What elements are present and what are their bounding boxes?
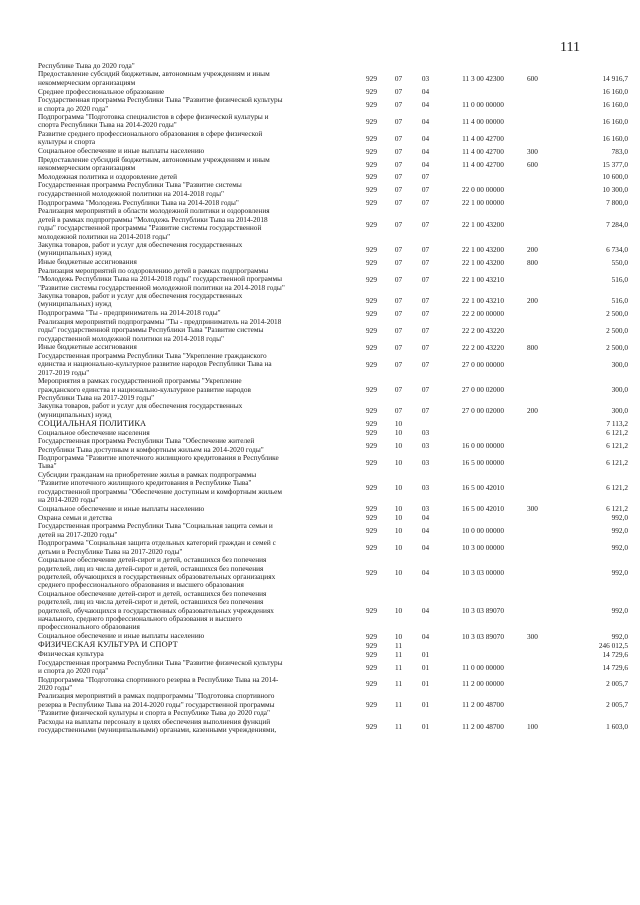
row-ministry-code: 929 [366, 257, 377, 267]
row-section-code: 07 [394, 219, 403, 229]
row-sum: 246 012,5 [598, 640, 628, 650]
row-ministry-code: 929 [366, 116, 377, 126]
table-row [38, 258, 628, 267]
row-sum: 300,0 [611, 406, 628, 416]
row-target-code: 22 1 00 43210 [462, 274, 504, 284]
row-sum: 992,0 [611, 606, 628, 616]
row-section-code: 07 [394, 308, 403, 318]
row-name: Социальное обеспечение детей-сирот и детей, оставшихся без попечения родителей, лиц из числа детей-сирот и детей, оставшихся без попечения родителей, обучающихся в государственных образовательных организациях среднего профессионального образования и высшего образования [38, 556, 276, 590]
row-section-code: 07 [394, 116, 403, 126]
table-row [38, 309, 628, 318]
row-section-code: 11 [394, 640, 403, 650]
table-row [38, 650, 628, 659]
row-section-code: 07 [394, 385, 403, 395]
row-expense-type: 800 [527, 257, 538, 267]
table-row [38, 113, 628, 130]
row-target-code: 10 3 03 89070 [462, 606, 504, 616]
row-expense-type: 300 [527, 504, 538, 514]
row-expense-type: 300 [527, 631, 538, 641]
table-row [38, 437, 628, 454]
row-target-code: 22 2 00 00000 [462, 308, 504, 318]
row-ministry-code: 929 [366, 700, 377, 710]
row-name: Подпрограмма "Развитие ипотечного жилищного кредитования в Республике Тыва" [38, 454, 279, 471]
table-row [38, 96, 628, 113]
table-row [38, 198, 628, 207]
row-section-code: 10 [394, 428, 403, 438]
row-section-code: 07 [394, 325, 403, 335]
row-ministry-code: 929 [366, 419, 377, 429]
section-row [38, 419, 628, 428]
row-subsection-code: 03 [421, 74, 430, 84]
row-subsection-code: 01 [421, 721, 430, 731]
row-ministry-code: 929 [366, 504, 377, 514]
row-subsection-code: 07 [421, 198, 430, 208]
row-section-code: 07 [394, 295, 403, 305]
row-ministry-code: 929 [366, 513, 377, 523]
table-row [38, 377, 628, 402]
row-section-code: 11 [394, 721, 403, 731]
row-target-code: 11 4 00 42700 [462, 159, 504, 169]
row-target-code: 22 1 00 43210 [462, 295, 504, 305]
table-row [38, 181, 628, 198]
table-row [38, 676, 628, 693]
table-row [38, 318, 628, 343]
row-ministry-code: 929 [366, 325, 377, 335]
row-section-code: 07 [394, 146, 403, 156]
row-expense-type: 800 [527, 342, 538, 352]
table-row [38, 70, 628, 87]
row-sum: 300,0 [611, 360, 628, 370]
row-target-code: 27 0 00 00000 [462, 360, 504, 370]
row-subsection-code: 07 [421, 406, 430, 416]
row-sum: 15 377,0 [602, 159, 628, 169]
row-name: Расходы на выплаты персоналу в целях обеспечения выполнения функций государственными (муниципальными) органами, казенными учреждениями, [38, 717, 277, 734]
table-row [38, 147, 628, 156]
row-subsection-code: 04 [421, 526, 430, 536]
row-sum: 6 121,2 [606, 428, 628, 438]
row-sum: 14 729,6 [602, 662, 628, 672]
row-section-code: 07 [394, 198, 403, 208]
table-row [38, 590, 628, 632]
row-subsection-code: 04 [421, 568, 430, 578]
row-name: Подпрограмма "Молодежь Республики Тыва на 2014-2018 годы" [38, 198, 239, 207]
table-row [38, 343, 628, 352]
row-subsection-code: 07 [421, 385, 430, 395]
table-row [38, 352, 628, 377]
row-target-code: 22 1 00 43200 [462, 257, 504, 267]
row-subsection-code: 01 [421, 700, 430, 710]
table-row [38, 130, 628, 147]
row-subsection-code: 07 [421, 360, 430, 370]
row-name: Реализация мероприятий по оздоровлению детей в рамках подпрограммы "Молодежь Республики Тыва на 2014-2018 годы" государственной программы "Развитие системы государственной молодежной политики на 2014-2018 годы" [38, 266, 285, 292]
row-subsection-code: 03 [421, 483, 430, 493]
row-sum: 16 160,0 [602, 133, 628, 143]
row-target-code: 16 5 00 42010 [462, 483, 504, 493]
row-target-code: 22 2 00 43220 [462, 342, 504, 352]
row-name: Мероприятия в рамках государственной программы "Укрепление гражданского единства и национально-культурное развитие народов Республики Тыва на 2017-2019 годы" [38, 377, 251, 402]
row-sum: 14 729,6 [602, 649, 628, 659]
table-row [38, 692, 628, 717]
table-row [38, 207, 628, 241]
row-sum: 516,0 [611, 274, 628, 284]
row-section-code: 10 [394, 441, 403, 451]
row-ministry-code: 929 [366, 172, 377, 182]
row-subsection-code: 07 [421, 325, 430, 335]
row-subsection-code: 04 [421, 133, 430, 143]
row-ministry-code: 929 [366, 87, 377, 97]
row-target-code: 11 2 00 48700 [462, 721, 504, 731]
row-section-code: 10 [394, 513, 403, 523]
row-subsection-code: 07 [421, 219, 430, 229]
row-sum: 10 600,0 [602, 172, 628, 182]
row-section-code: 10 [394, 419, 403, 429]
row-ministry-code: 929 [366, 606, 377, 616]
row-name: Государственная программа Республики Тыва "Укрепление гражданского единства и национально-культурное развитие народов Республики Тыва на 2017-2019 годы" [38, 351, 272, 377]
row-name: Закупка товаров, работ и услуг для обеспечения государственных (муниципальных) нужд [38, 291, 243, 309]
row-name: Субсидии гражданам на приобретение жилья в рамках подпрограммы "Развитие ипотечного жилищного кредитования в Республике Тыва" государственной программы "Обеспечение доступным и комфортным жильем на 2014-2020 годы" [38, 470, 282, 505]
row-subsection-code: 03 [421, 457, 430, 467]
row-name: Подпрограмма "Социальная защита отдельных категорий граждан и семей с детьми в Республике Тыва на 2017-2020 годы" [38, 539, 276, 556]
row-sum: 6 121,2 [606, 483, 628, 493]
row-ministry-code: 929 [366, 662, 377, 672]
row-section-code: 10 [394, 568, 403, 578]
row-name: Государственная программа Республики Тыва "Развитие физической культуры и спорта до 2020 года" [38, 658, 283, 676]
row-ministry-code: 929 [366, 406, 377, 416]
row-subsection-code: 04 [421, 87, 430, 97]
row-target-code: 27 0 00 02000 [462, 406, 504, 416]
row-ministry-code: 929 [366, 543, 377, 553]
row-target-code: 10 3 03 89070 [462, 631, 504, 641]
row-expense-type: 200 [527, 244, 538, 254]
row-ministry-code: 929 [366, 133, 377, 143]
row-sum: 2 005,7 [606, 679, 628, 689]
table-row [38, 539, 628, 556]
row-section-code: 07 [394, 87, 403, 97]
table-row [38, 556, 628, 590]
row-name: Реализация мероприятий в области молодежной политики и оздоровления детей в рамках подпрограммы "Молодежь Республики Тыва на 2014-2018 годы" государственной программы "Развитие системы государственной молодежной политики на 2014-2018 годы" [38, 207, 270, 241]
row-name: Развитие среднего профессионального образования в сфере физической культуры и спорта [38, 129, 263, 147]
row-ministry-code: 929 [366, 74, 377, 84]
row-target-code: 16 0 00 00000 [462, 441, 504, 451]
row-subsection-code: 03 [421, 504, 430, 514]
row-sum: 7 284,0 [606, 219, 628, 229]
row-section-code: 07 [394, 360, 403, 370]
table-row [38, 513, 628, 522]
row-sum: 6 121,2 [606, 441, 628, 451]
row-section-code: 07 [394, 100, 403, 110]
row-ministry-code: 929 [366, 360, 377, 370]
row-name: Предоставление субсидий бюджетным, автономным учреждениям и иным некоммерческим организациям [38, 155, 270, 173]
row-subsection-code: 04 [421, 513, 430, 523]
row-section-code: 11 [394, 662, 403, 672]
row-sum: 1 603,0 [606, 721, 628, 731]
row-sum: 2 500,0 [606, 308, 628, 318]
row-name: Среднее профессиональное образование [38, 87, 165, 96]
row-section-code: 07 [394, 244, 403, 254]
row-sum: 2 500,0 [606, 342, 628, 352]
row-ministry-code: 929 [366, 679, 377, 689]
table-row [38, 454, 628, 471]
row-target-code: 10 3 03 00000 [462, 568, 504, 578]
row-ministry-code: 929 [366, 526, 377, 536]
row-section-code: 10 [394, 631, 403, 641]
row-target-code: 11 4 00 42700 [462, 146, 504, 156]
row-name: Социальное обеспечение и иные выплаты населению [38, 632, 205, 641]
table-row [38, 87, 628, 96]
row-ministry-code: 929 [366, 274, 377, 284]
row-sum: 550,0 [611, 257, 628, 267]
row-target-code: 22 1 00 43200 [462, 219, 504, 229]
row-name: Иные бюджетные ассигнования [38, 258, 137, 267]
row-sum: 300,0 [611, 385, 628, 395]
row-sum: 10 300,0 [602, 185, 628, 195]
row-subsection-code: 04 [421, 116, 430, 126]
row-ministry-code: 929 [366, 428, 377, 438]
row-subsection-code: 04 [421, 543, 430, 553]
row-name: Охрана семьи и детства [38, 513, 112, 522]
table-row [38, 471, 628, 505]
row-ministry-code: 929 [366, 457, 377, 467]
row-target-code: 10 3 00 00000 [462, 543, 504, 553]
row-ministry-code: 929 [366, 721, 377, 731]
row-target-code: 11 2 00 48700 [462, 700, 504, 710]
row-subsection-code: 07 [421, 244, 430, 254]
row-ministry-code: 929 [366, 483, 377, 493]
row-ministry-code: 929 [366, 244, 377, 254]
row-ministry-code: 929 [366, 159, 377, 169]
row-section-code: 10 [394, 606, 403, 616]
row-sum: 16 160,0 [602, 116, 628, 126]
table-row [38, 172, 628, 181]
table-row [38, 241, 628, 258]
row-ministry-code: 929 [366, 295, 377, 305]
row-name: Подпрограмма "Подготовка спортивного резерва в Республике Тыва на 2014- 2020 годы" [38, 675, 279, 692]
row-ministry-code: 929 [366, 198, 377, 208]
row-subsection-code: 01 [421, 649, 430, 659]
row-ministry-code: 929 [366, 185, 377, 195]
row-sum: 6 121,2 [606, 457, 628, 467]
row-name: Подпрограмма "Подготовка специалистов в сфере физической культуры и спорта Республики Тыва на 2014-2020 годы" [38, 113, 269, 130]
row-section-code: 07 [394, 133, 403, 143]
row-target-code: 11 4 00 42700 [462, 133, 504, 143]
row-name: Республике Тыва до 2020 года" [38, 62, 135, 70]
row-subsection-code: 07 [421, 295, 430, 305]
row-section-code: 07 [394, 274, 403, 284]
row-sum: 16 160,0 [602, 100, 628, 110]
row-target-code: 11 0 00 00000 [462, 100, 504, 110]
row-subsection-code: 04 [421, 159, 430, 169]
row-sum: 992,0 [611, 526, 628, 536]
table-row [38, 428, 628, 437]
row-name: Государственная программа Республики Тыва "Обеспечение жителей Республики Тыва доступным и комфортным жильем на 2014-2020 годы" [38, 437, 264, 454]
row-ministry-code: 929 [366, 640, 377, 650]
row-ministry-code: 929 [366, 385, 377, 395]
row-name: Физическая культура [38, 650, 104, 659]
row-section-code: 11 [394, 700, 403, 710]
row-section-code: 07 [394, 406, 403, 416]
row-subsection-code: 04 [421, 146, 430, 156]
table-row [38, 402, 628, 419]
row-sum: 992,0 [611, 513, 628, 523]
row-section-code: 07 [394, 257, 403, 267]
row-ministry-code: 929 [366, 308, 377, 318]
row-section-code: 07 [394, 342, 403, 352]
row-section-code: 11 [394, 679, 403, 689]
row-subsection-code: 04 [421, 100, 430, 110]
table-row [38, 718, 628, 735]
row-section-code: 10 [394, 526, 403, 536]
row-section-code: 07 [394, 185, 403, 195]
row-name: ФИЗИЧЕСКАЯ КУЛЬТУРА И СПОРТ [38, 641, 178, 650]
row-section-code: 07 [394, 172, 403, 182]
row-subsection-code: 01 [421, 662, 430, 672]
row-expense-type: 300 [527, 146, 538, 156]
table-row [38, 156, 628, 173]
row-target-code: 22 1 00 43200 [462, 244, 504, 254]
row-name: Молодежная политика и оздоровление детей [38, 172, 178, 181]
row-subsection-code: 03 [421, 428, 430, 438]
row-subsection-code: 03 [421, 441, 430, 451]
row-expense-type: 200 [527, 295, 538, 305]
table-row [38, 659, 628, 676]
row-section-code: 10 [394, 457, 403, 467]
row-ministry-code: 929 [366, 219, 377, 229]
row-subsection-code: 07 [421, 274, 430, 284]
row-ministry-code: 929 [366, 146, 377, 156]
row-ministry-code: 929 [366, 342, 377, 352]
row-sum: 2 005,7 [606, 700, 628, 710]
row-name: СОЦИАЛЬНАЯ ПОЛИТИКА [38, 419, 147, 428]
row-sum: 783,0 [611, 146, 628, 156]
row-expense-type: 100 [527, 721, 538, 731]
row-ministry-code: 929 [366, 649, 377, 659]
row-ministry-code: 929 [366, 100, 377, 110]
row-section-code: 07 [394, 159, 403, 169]
row-expense-type: 600 [527, 159, 538, 169]
row-name: Социальное обеспечение населения [38, 428, 150, 437]
row-target-code: 22 2 00 43220 [462, 325, 504, 335]
row-section-code: 07 [394, 74, 403, 84]
row-sum: 6 121,2 [606, 504, 628, 514]
row-subsection-code: 04 [421, 606, 430, 616]
table-row [38, 267, 628, 292]
table-row [38, 632, 628, 641]
row-name: Реализация мероприятий подпрограммы "Ты - предприниматель на 2014-2018 годы" государственной программы Республики Тыва "Развитие системы государственной молодежной политики на 2014-2018 годы" [38, 317, 282, 343]
row-target-code: 22 0 00 00000 [462, 185, 504, 195]
row-sum: 992,0 [611, 631, 628, 641]
row-ministry-code: 929 [366, 441, 377, 451]
row-name: Государственная программа Республики Тыва "Развитие системы государственной молодежной политики на 2014-2018 годы" [38, 181, 242, 198]
row-name: Закупка товаров, работ и услуг для обеспечения государственных (муниципальных) нужд [38, 402, 243, 419]
row-name: Социальное обеспечение и иные выплаты населению [38, 504, 205, 513]
row-sum: 14 916,7 [602, 74, 628, 84]
row-sum: 516,0 [611, 295, 628, 305]
row-name: Иные бюджетные ассигнования [38, 343, 137, 352]
row-subsection-code: 07 [421, 185, 430, 195]
row-ministry-code: 929 [366, 568, 377, 578]
row-name: Государственная программа Республики Тыва "Социальная защита семьи и детей на 2017-2020 годы" [38, 522, 273, 539]
table-row [38, 504, 628, 513]
row-name: Реализация мероприятий в рамках подпрограммы "Подготовка спортивного резерва в Республике Тыва на 2014-2020 годы" государственной программы "Развитие физической культуры и спорта в Республике Тыва до 2020 года" [38, 692, 275, 718]
row-sum: 6 734,0 [606, 244, 628, 254]
row-subsection-code: 01 [421, 679, 430, 689]
row-ministry-code: 929 [366, 631, 377, 641]
page-number: 111 [560, 40, 580, 55]
row-name: Подпрограмма "Ты - предприниматель на 2014-2018 годы" [38, 309, 221, 318]
row-target-code: 16 5 00 42010 [462, 504, 504, 514]
row-target-code: 11 4 00 00000 [462, 116, 504, 126]
row-name: Предоставление субсидий бюджетным, автономным учреждениям и иным некоммерческим организациям [38, 70, 270, 87]
row-target-code: 16 5 00 00000 [462, 457, 504, 467]
budget-table [38, 62, 628, 734]
row-sum: 7 113,2 [606, 419, 628, 429]
row-expense-type: 600 [527, 74, 538, 84]
row-target-code: 11 3 00 42300 [462, 74, 504, 84]
row-target-code: 22 1 00 00000 [462, 198, 504, 208]
row-name: Закупка товаров, работ и услуг для обеспечения государственных (муниципальных) нужд [38, 240, 243, 258]
table-row [38, 62, 628, 70]
row-subsection-code: 07 [421, 172, 430, 182]
row-sum: 16 160,0 [602, 87, 628, 97]
row-name: Социальное обеспечение детей-сирот и детей, оставшихся без попечения родителей, лиц из числа детей-сирот и детей, оставшихся без попечения родителей, обучающихся в государственных образовательных учреждениях начального, среднего профессионального образования и высшего профессионального образования [38, 589, 274, 632]
row-subsection-code: 07 [421, 257, 430, 267]
section-row [38, 641, 628, 650]
row-section-code: 11 [394, 649, 403, 659]
row-sum: 7 800,0 [606, 198, 628, 208]
row-target-code: 11 2 00 00000 [462, 679, 504, 689]
row-expense-type: 200 [527, 406, 538, 416]
row-target-code: 10 0 00 00000 [462, 526, 504, 536]
row-sum: 992,0 [611, 543, 628, 553]
table-row [38, 522, 628, 539]
row-target-code: 11 0 00 00000 [462, 662, 504, 672]
row-sum: 2 500,0 [606, 325, 628, 335]
row-sum: 992,0 [611, 568, 628, 578]
row-subsection-code: 07 [421, 342, 430, 352]
row-subsection-code: 07 [421, 308, 430, 318]
row-section-code: 10 [394, 483, 403, 493]
row-section-code: 10 [394, 504, 403, 514]
table-row [38, 292, 628, 309]
row-name: Социальное обеспечение и иные выплаты населению [38, 146, 205, 155]
row-subsection-code: 04 [421, 631, 430, 641]
row-name: Государственная программа Республики Тыва "Развитие физической культуры и спорта до 2020 года" [38, 96, 283, 113]
row-section-code: 10 [394, 543, 403, 553]
row-target-code: 27 0 00 02000 [462, 385, 504, 395]
